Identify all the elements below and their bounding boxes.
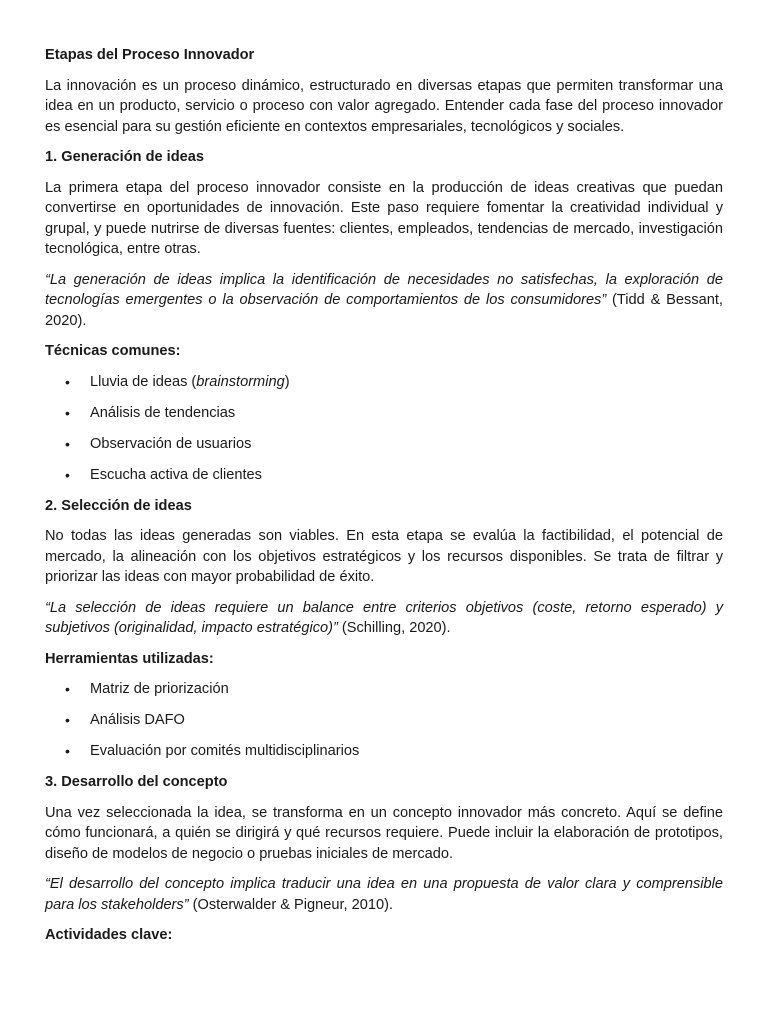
list-herramientas [45, 679, 723, 762]
document-title: Etapas del Proceso Innovador [45, 47, 255, 63]
quote-citation: (Schilling, 2020). [337, 620, 451, 636]
list-item: • Matriz de priorización [45, 679, 723, 700]
list-tecnicas [45, 372, 723, 486]
section-heading-desarrollo: 3. Desarrollo del concepto [45, 774, 228, 790]
bullet-icon: • [65, 743, 70, 759]
list-item: • Análisis DAFO [45, 710, 723, 731]
quote-text: “La selección de ideas requiere un balance entre criterios objetivos (coste, retorno esperado) y subjetivos (originalidad, impacto estratégico)” [45, 599, 723, 636]
section-body-desarrollo: Una vez seleccionada la idea, se transforma en un concepto innovador más concreto. Aquí se define cómo funcionará, a quién se dirigirá y qué recursos requiere. Puede incluir la elaboración de prototipos, diseño de modelos de negocio o pruebas iniciales de mercado. [45, 804, 723, 862]
section-heading-seleccion: 2. Selección de ideas [45, 497, 192, 514]
bullet-icon: • [65, 404, 70, 421]
list-heading-herramientas: Herramientas utilizadas: [45, 650, 214, 667]
list-heading-tecnicas: Técnicas comunes: [45, 343, 181, 359]
bullet-icon: • [65, 681, 70, 697]
list-item: • Observación de usuarios [45, 434, 723, 455]
document-content [45, 45, 723, 946]
section-heading-generacion: 1. Generación de ideas [45, 149, 204, 165]
quote-desarrollo [45, 874, 723, 915]
quote-citation: (Tidd & Bessant, 2020). [45, 292, 723, 329]
section-body-generacion: La primera etapa del proceso innovador consiste en la producción de ideas creativas que puedan convertirse en oportunidades de innovación. Este paso requiere fomentar la creatividad individual y grupal, y puede nutrirse de diversas fuentes: clientes, empleados, tendencias de mercado, investigación tecnológica, entre otras. [45, 179, 723, 257]
list-item: • Lluvia de ideas (brainstorming) [45, 372, 723, 393]
bullet-icon: • [65, 466, 70, 483]
list-item: • Evaluación por comités multidisciplinarios [45, 741, 723, 762]
section-body-seleccion: No todas las ideas generadas son viables. En esta etapa se evalúa la factibilidad, el potencial de mercado, la alineación con los objetivos estratégicos y los recursos disponibles. Se trata de filtrar y priorizar las ideas con mayor probabilidad de éxito. [45, 528, 723, 585]
quote-generacion [45, 270, 723, 332]
quote-seleccion [45, 598, 723, 639]
quote-text: “La generación de ideas implica la identificación de necesidades no satisfechas, la exploración de tecnologías emergentes o la observación de comportamientos de los consumidores” [45, 271, 723, 308]
bullet-icon: • [65, 712, 70, 728]
quote-text: “El desarrollo del concepto implica traducir una idea en una propuesta de valor clara y comprensible para los stakeholders” [45, 876, 723, 913]
list-heading-actividades: Actividades clave: [45, 927, 173, 943]
list-item: • Análisis de tendencias [45, 403, 723, 424]
intro-paragraph: La innovación es un proceso dinámico, estructurado en diversas etapas que permiten transformar una idea en un producto, servicio o proceso con valor agregado. Entender cada fase del proceso innovador es esencial para su gestión eficiente en contextos empresariales, tecnológicos y sociales. [45, 77, 723, 135]
quote-citation: (Osterwalder & Pigneur, 2010). [188, 896, 394, 913]
bullet-icon: • [65, 435, 70, 452]
bullet-icon: • [65, 373, 70, 390]
list-item: • Escucha activa de clientes [45, 465, 723, 486]
